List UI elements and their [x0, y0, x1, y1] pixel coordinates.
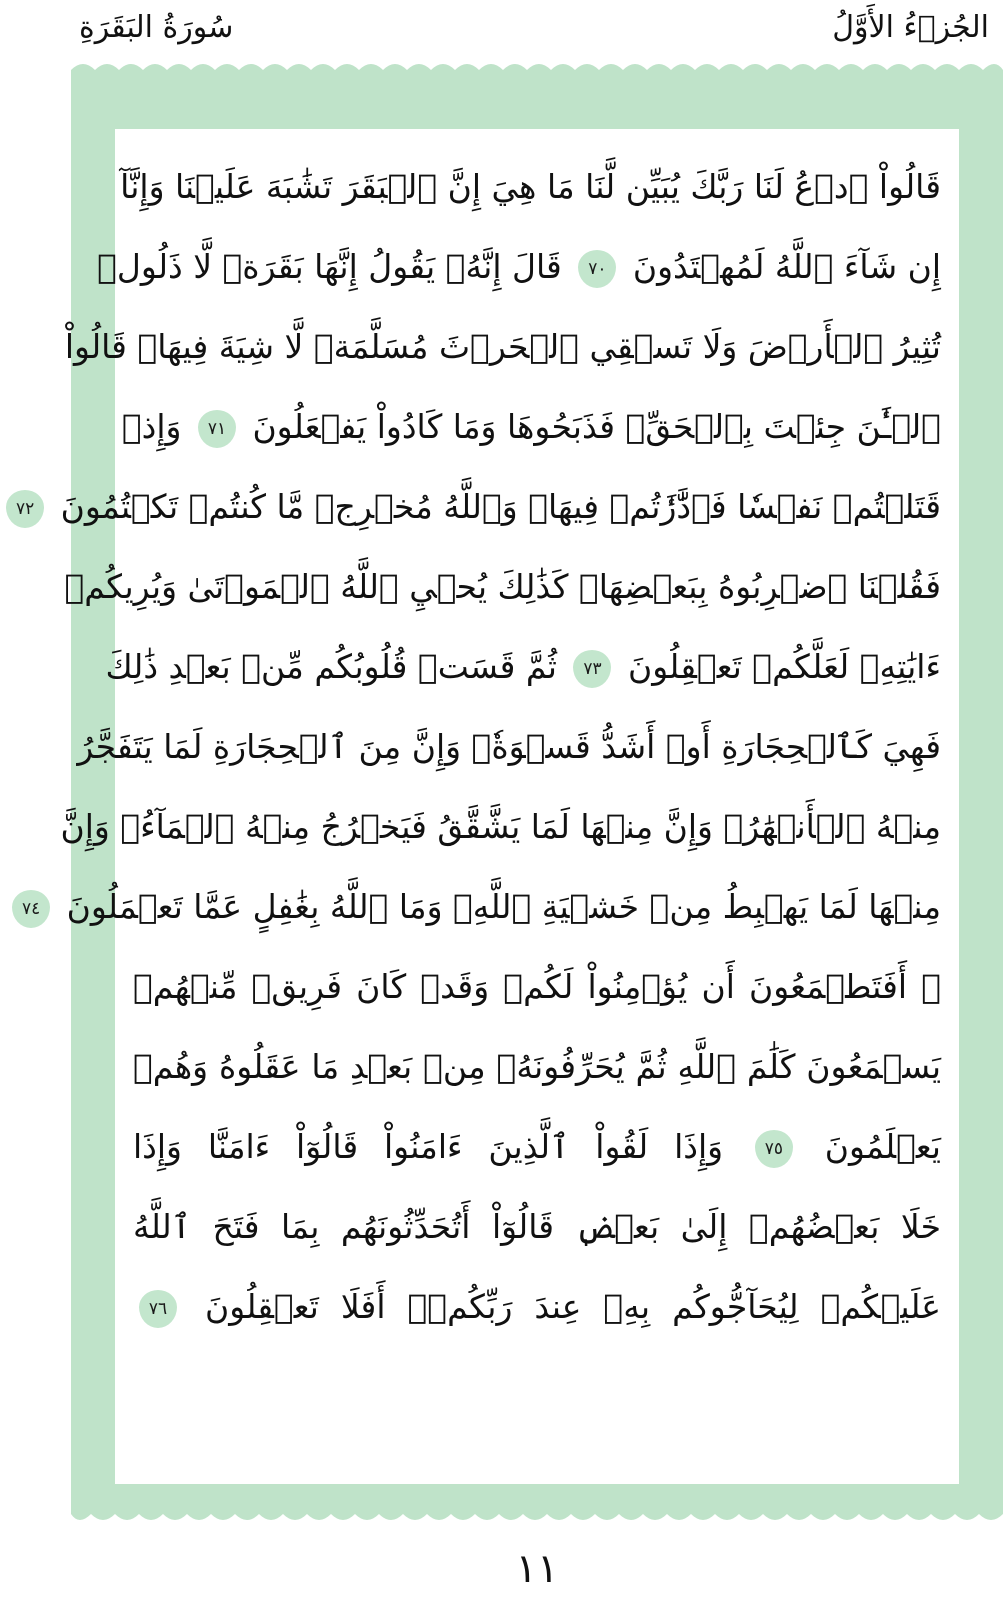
verse-line	[15, 467, 941, 547]
ayah-number-marker: ٧٥	[755, 1130, 793, 1168]
verse-text: فَقُلۡنَا ٱضۡرِبُوهُ بِبَعۡضِهَاۚ كَذَٰلِكَ يُحۡيِ ٱللَّهُ ٱلۡمَوۡتَىٰ وَيُرِيكُمۡ	[64, 567, 941, 606]
verse-line	[133, 1187, 941, 1267]
verse-line	[133, 947, 941, 1027]
juz-label: الجُزۡءُ الأَوَّلُ	[832, 10, 989, 45]
verse-text: مِنۡهَا لَمَا يَهۡبِطُ مِنۡ خَشۡيَةِ ٱللَّهِۗ وَمَا ٱللَّهُ بِغَٰفِلٍ عَمَّا تَعۡمَلُونَ	[66, 887, 941, 926]
verse-line	[133, 1027, 941, 1107]
ayah-number-marker: ٧٠	[578, 250, 616, 288]
ayah-number-marker: ٧٤	[12, 890, 50, 928]
verse-line	[133, 1107, 941, 1187]
verse-text: يَعۡلَمُونَ	[824, 1127, 941, 1166]
verse-line	[105, 627, 941, 707]
verse-line	[64, 307, 941, 387]
verse-text: وَإِذۡ	[121, 407, 182, 446]
verse-line	[97, 227, 941, 307]
verse-line	[60, 787, 941, 867]
verse-line	[64, 547, 941, 627]
verse-text: خَلَا بَعۡضُهُمۡ إِلَىٰ بَعۡضٖ قَالُوٓاْ أَتُحَدِّثُونَهُم بِمَا فَتَحَ ٱللَّهُ	[133, 1207, 941, 1246]
verse-text: وَإِذَا لَقُواْ ٱلَّذِينَ ءَامَنُواْ قَالُوٓاْ ءَامَنَّا وَإِذَا	[133, 1127, 724, 1166]
verse-text: عَلَيۡكُمۡ لِيُحَآجُّوكُم بِهِۦ عِندَ رَبِّكُمۡۚ أَفَلَا تَعۡقِلُونَ	[205, 1287, 941, 1326]
ayah-number-marker: ٧٦	[139, 1290, 177, 1328]
ayah-number-marker: ٧١	[198, 410, 236, 448]
verse-line	[77, 707, 941, 787]
verse-text: قَتَلۡتُمۡ نَفۡسٗا فَٱدَّٰرَٰٔتُمۡ فِيهَاۖ وَٱللَّهُ مُخۡرِجٞ مَّا كُنتُمۡ تَكۡتُمُونَ	[60, 487, 941, 526]
verse-line	[120, 147, 941, 227]
verse-text: قَالَ إِنَّهُۥ يَقُولُ إِنَّهَا بَقَرَةٞ لَّا ذَلُولٞ	[97, 247, 562, 286]
verse-line	[133, 1267, 941, 1347]
verse-text: تُثِيرُ ٱلۡأَرۡضَ وَلَا تَسۡقِي ٱلۡحَرۡثَ مُسَلَّمَةٞ لَّا شِيَةَ فِيهَاۚ قَالُواْ	[64, 327, 941, 366]
verse-line	[121, 387, 941, 467]
verse-text: ثُمَّ قَسَتۡ قُلُوبُكُم مِّنۢ بَعۡدِ ذَٰلِكَ	[105, 647, 557, 686]
verse-line	[21, 867, 941, 947]
page-header	[71, 0, 1003, 58]
verse-text: مِنۡهُ ٱلۡأَنۡهَٰرُۚ وَإِنَّ مِنۡهَا لَمَا يَشَّقَّقُ فَيَخۡرُجُ مِنۡهُ ٱلۡمَآءُۚ وَإِنَّ	[60, 807, 941, 846]
page-number: ١١	[515, 1546, 559, 1592]
verse-text: إِن شَآءَ ٱللَّهُ لَمُهۡتَدُونَ	[632, 247, 941, 286]
text-panel	[15, 129, 959, 1484]
verse-text: ٱلۡـَٰٔنَ جِئۡتَ بِٱلۡحَقِّۚ فَذَبَحُوهَا وَمَا كَادُواْ يَفۡعَلُونَ	[252, 407, 941, 446]
surah-label: سُورَةُ البَقَرَةِ	[79, 10, 234, 45]
verse-text: ءَايَٰتِهِۦ لَعَلَّكُمۡ تَعۡقِلُونَ	[627, 647, 941, 686]
verse-text: يَسۡمَعُونَ كَلَٰمَ ٱللَّهِ ثُمَّ يُحَرِّفُونَهُۥ مِنۢ بَعۡدِ مَا عَقَلُوهُ وَهُمۡ	[133, 1047, 941, 1086]
verse-text: ۞ أَفَتَطۡمَعُونَ أَن يُؤۡمِنُواْ لَكُمۡ وَقَدۡ كَانَ فَرِيقٞ مِّنۡهُمۡ	[133, 967, 941, 1006]
verse-text: فَهِيَ كَٱلۡحِجَارَةِ أَوۡ أَشَدُّ قَسۡوَةٗۚ وَإِنَّ مِنَ ٱلۡحِجَارَةِ لَمَا يَتَفَجَّرُ	[77, 727, 941, 766]
ayah-number-marker: ٧٢	[6, 490, 44, 528]
verse-text: قَالُواْ ٱدۡعُ لَنَا رَبَّكَ يُبَيِّن لَّنَا مَا هِيَ إِنَّ ٱلۡبَقَرَ تَشَٰبَهَ عَلَيۡنَا وَإِنَّآ	[120, 167, 941, 206]
ayah-number-marker: ٧٣	[573, 650, 611, 688]
